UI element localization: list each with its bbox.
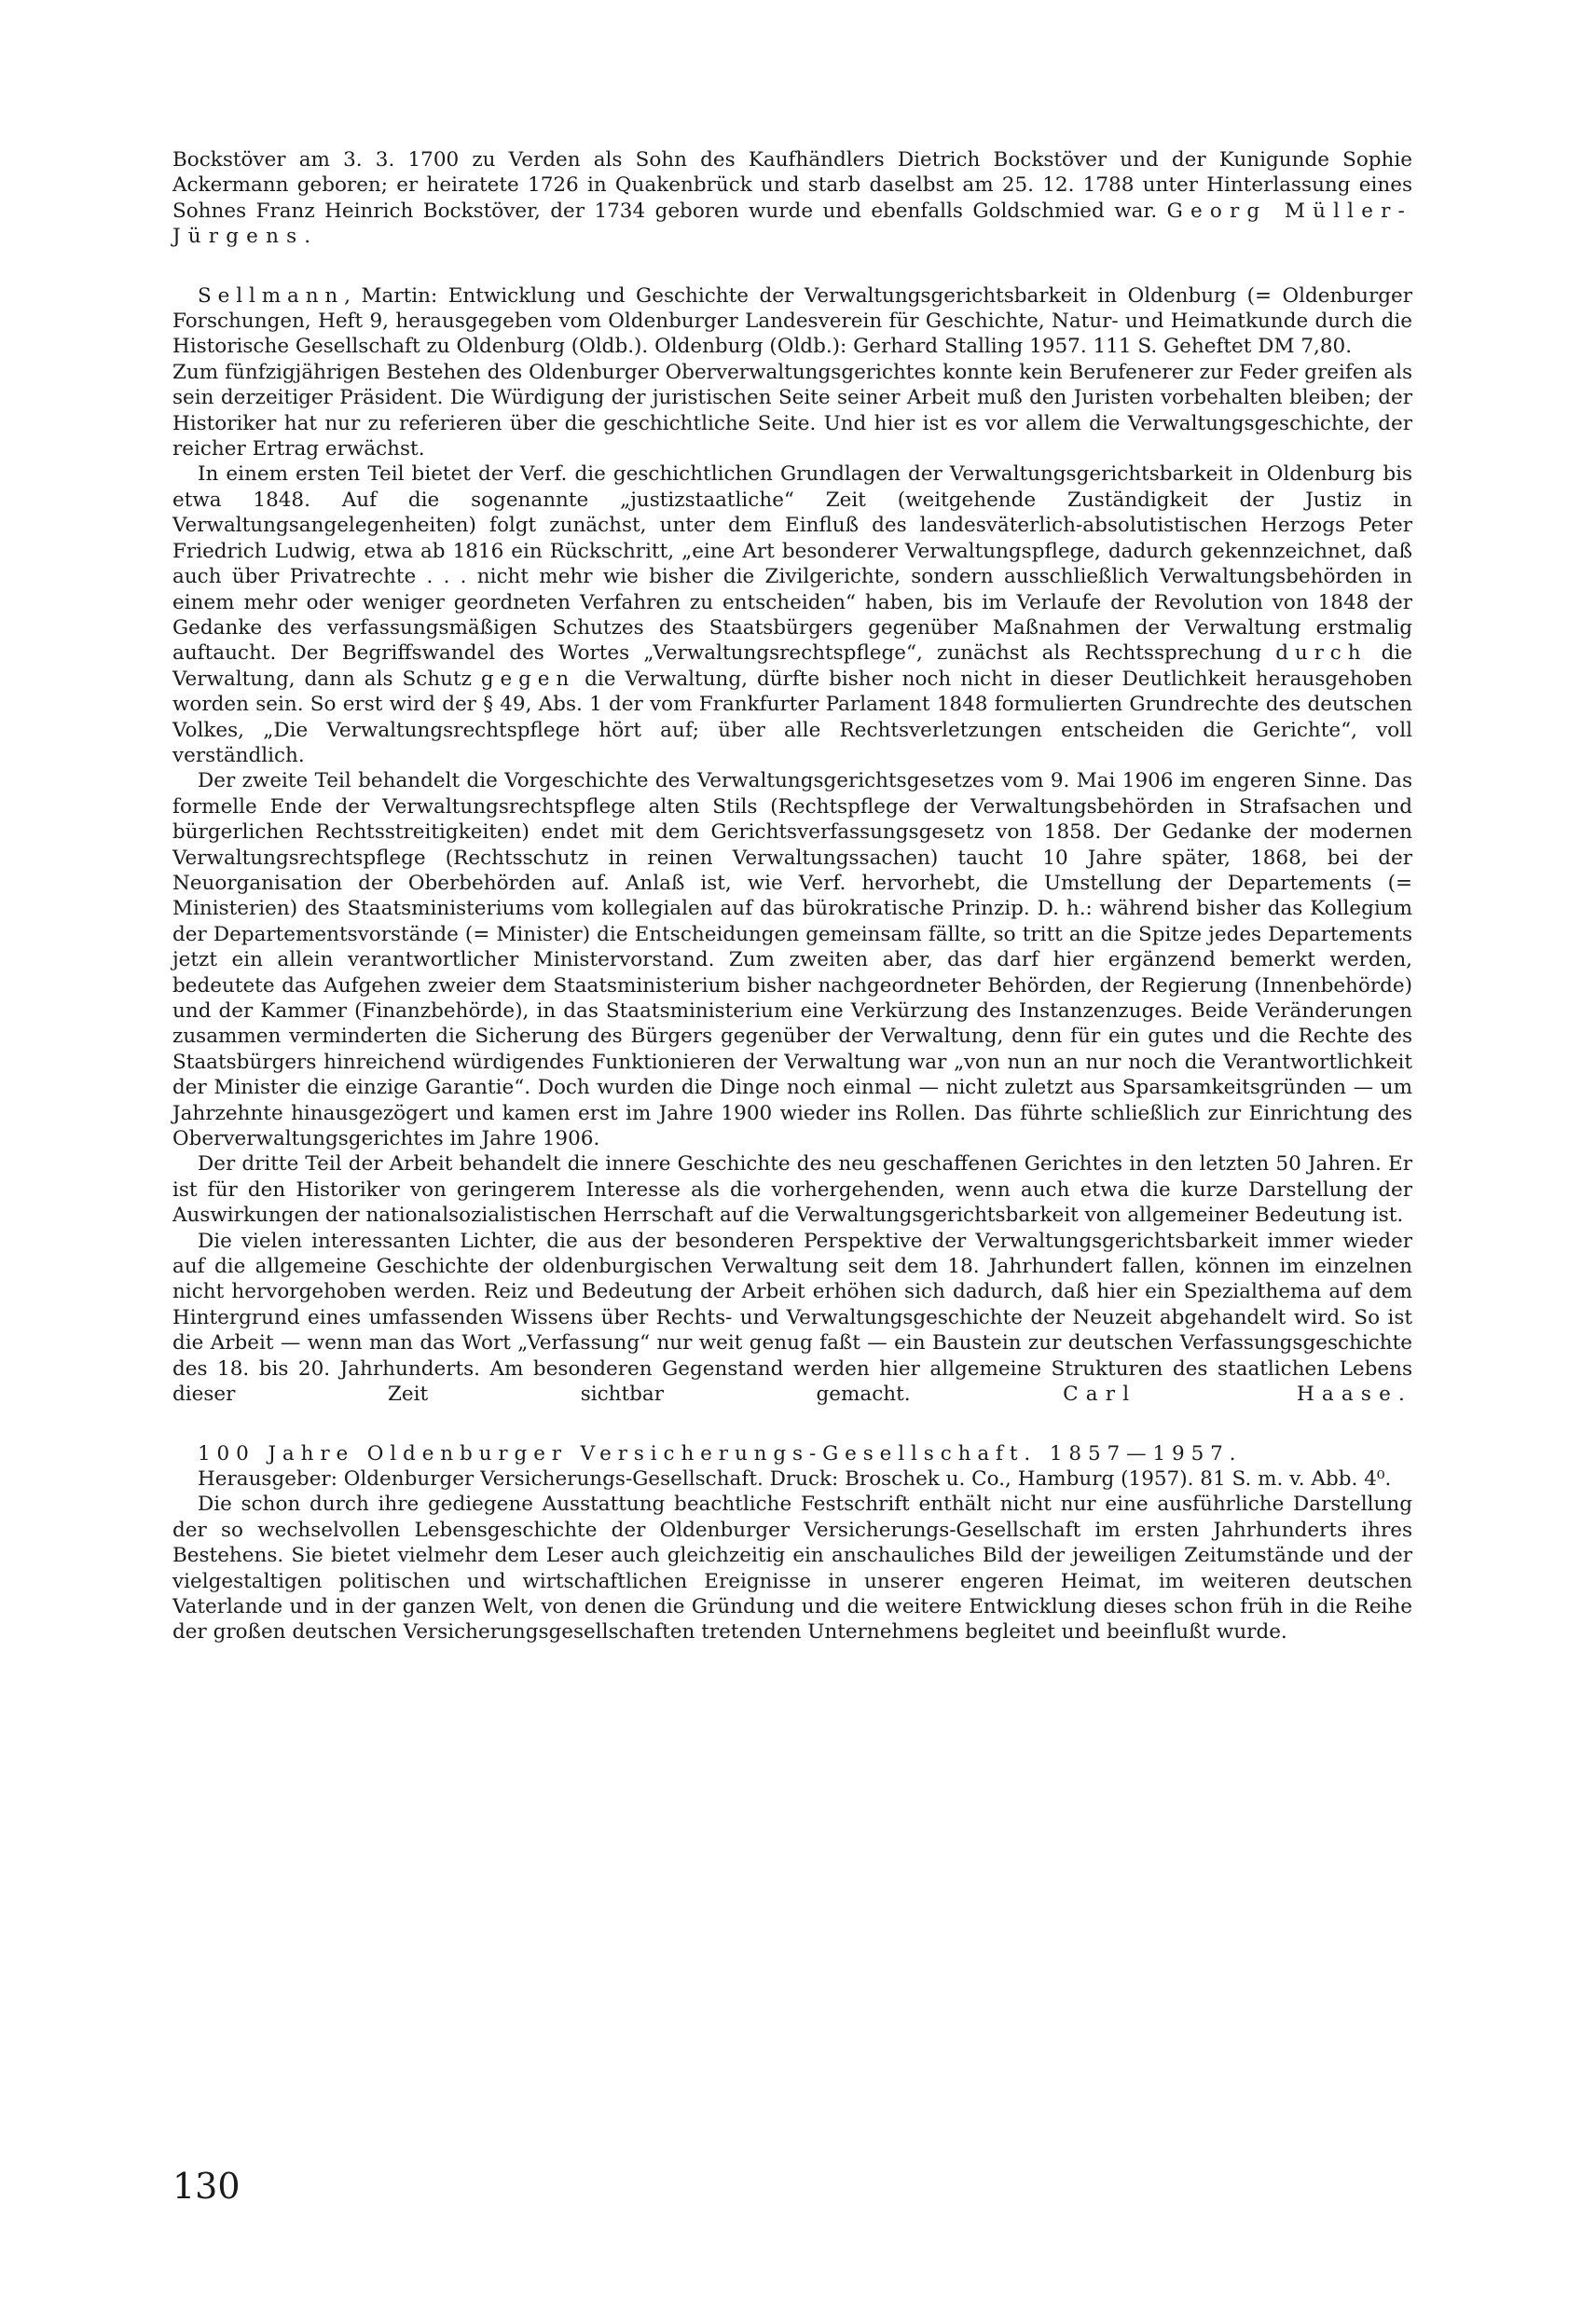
review1-citation-text: , Martin: Entwicklung und Geschichte der Verwaltungsgerichtsbarkeit in Oldenburg (= Oldenburger Forschungen, Heft 9, herausgegeben vom Oldenburger Landesverein für Geschichte, Natur- und Heimatkunde durch die Historische Gesellschaft zu Oldenburg (Oldb.). Oldenburg (Oldb.): Gerhard Stalling 1957. 111 S. Geheftet DM 7,80. bbox=[172, 283, 1412, 359]
review1-p2-part-a: In einem ersten Teil bietet der Verf. die geschichtlichen Grundlagen der Verwaltungsgerichtsbarkeit in Oldenburg bis etwa 1848. Auf die sogenannte „justizstaatliche“ Zeit (weitgehende Zuständigkeit der Justiz in Verwaltungsangelegenheiten) folgt zunächst, unter dem Einfluß des landesväterlich-absolutistischen Herzogs Peter Friedrich Ludwig, etwa ab 1816 ein Rückschritt, „eine Art besonderer Verwaltungspflege, dadurch gekennzeichnet, daß auch über Privatrechte . . . nicht mehr wie bisher die Zivilgerichte, sondern ausschließlich Verwaltungsbehörden in einem mehr oder weniger geordneten Verfahren zu entscheiden“ haben, bis im Verlaufe der Revolution von 1848 der Gedanke des verfassungsmäßigen Schutzes des Staatsbürgers gegenüber Maßnahmen der Verwaltung erstmalig auftaucht. Der Begriffswandel des Wortes „Verwaltungsrechtspflege“, zunächst als Rechtssprechung bbox=[172, 462, 1412, 666]
review1-paragraph: Zum fünfzigjährigen Bestehen des Oldenburger Oberverwaltungsgerichtes konnte kein Berufenerer zur Feder greifen als sein derzeitiger Präsident. Die Würdigung der juristischen Seite seiner Arbeit muß den Juristen vorbehalten bleiben; der Historiker hat nur zu referieren über die geschichtliche Seite. Und hier ist es vor allem die Verwaltungsgeschichte, der reicher Ertrag erwächst. bbox=[172, 360, 1412, 461]
review2-title: 100 Jahre Oldenburger Versicherungs-Gesellschaft. 1857—1957. bbox=[198, 1441, 1243, 1466]
review1-citation bbox=[172, 283, 1412, 360]
page-text bbox=[172, 147, 1412, 1645]
review1-paragraph: Der dritte Teil der Arbeit behandelt die innere Geschichte des neu geschaffenen Gerichtes in den letzten 50 Jahren. Er ist für den Historiker von geringerem Interesse als die vorhergehenden, wenn auch etwa die kurze Darstellung der Auswirkungen der nationalsozialistischen Herrschaft auf die Verwaltungsgerichtsbarkeit von allgemeiner Bedeutung ist. bbox=[172, 1152, 1412, 1228]
intro-paragraph bbox=[172, 147, 1412, 250]
review1-p2-part-c: die Verwaltung, dürfte bisher noch nicht in dieser Deutlichkeit herausgehoben worden sein. So erst wird der § 49, Abs. 1 der vom Frankfurter Parlament 1848 formulierten Grundrechte des deutschen Volkes, „Die Verwaltungsrechtspflege hört auf; über alle Rechtsverletzungen entscheiden die Gerichte“, voll verständlich. bbox=[172, 667, 1412, 767]
review1-paragraph: Der zweite Teil behandelt die Vorgeschichte des Verwaltungsgerichtsgesetzes vom 9. Mai 1906 im engeren Sinne. Das formelle Ende der Verwaltungsrechtspflege alten Stils (Rechtspflege der Verwaltungsbehörden in Strafsachen und bürgerlichen Rechtsstreitigkeiten) endet mit dem Gerichtsverfassungsgesetz von 1858. Der Gedanke der modernen Verwaltungsrechtspflege (Rechtsschutz in reinen Verwaltungssachen) taucht 10 Jahre später, 1868, bei der Neuorganisation der Oberbehörden auf. Anlaß ist, wie Verf. hervorhebt, die Umstellung der Departements (= Ministerien) des Staatsministeriums vom kollegialen auf das bürokratische Prinzip. D. h.: während bisher das Kollegium der Departementsvorstände (= Minister) die Entscheidungen gemeinsam fällte, so tritt an die Spitze jedes Departements jetzt ein allein verantwortlicher Ministervorstand. Zum zweiten aber, das darf hier ergänzend bemerkt werden, bedeutete das Aufgehen zweier dem Staatsministerium bisher nachgeordneter Behörden, der Regierung (Innenbehörde) und der Kammer (Finanzbehörde), in das Staatsministerium eine Verkürzung des Instanzenzuges. Beide Veränderungen zusammen verminderten die Sicherung des Bürgers gegenüber der Verwaltung, denn für ein gutes und die Rechte des Staatsbürgers hinreichend würdigendes Funktionieren der Verwaltung war „von nun an nur noch die Verantwortlichkeit der Minister die einzige Garantie“. Doch wurden die Dinge noch einmal — nicht zuletzt aus Sparsamkeitsgründen — um Jahrzehnte hinausgezögert und kamen erst im Jahre 1900 wieder ins Rollen. Das führte schließlich zur Einrichtung des Oberverwaltungsgerichtes im Jahre 1906. bbox=[172, 769, 1412, 1151]
page-number: 130 bbox=[172, 2166, 241, 2207]
review1-p2-part-b: die Verwaltung, dann als Schutz bbox=[172, 641, 1412, 691]
review1-author: Sellmann bbox=[198, 283, 345, 308]
review2-paragraph: Die schon durch ihre gediegene Ausstattung beachtliche Festschrift enthält nicht nur eine ausführliche Darstellung der so wechselvollen Lebensgeschichte der Oldenburger Versicherungs-Gesellschaft im ersten Jahrhunderts ihres Bestehens. Sie bietet vielmehr dem Leser auch gleichzeitig ein anschauliches Bild der jeweiligen Zeitumstände und der vielgestaltigen politischen und wirtschaftlichen Ereignisse in unserer engeren Heimat, im weiteren deutschen Vaterlande und in der ganzen Welt, von denen die Gründung und die weitere Entwicklung dieses schon früh in die Reihe der großen deutschen Versicherungsgesellschaften tretenden Unternehmens begleitet und beeinflußt wurde. bbox=[172, 1493, 1412, 1645]
review1-p2-gegen: gegen bbox=[480, 667, 576, 691]
intro-text: Bockstöver am 3. 3. 1700 zu Verden als Sohn des Kaufhändlers Dietrich Bockstöver und der Kunigunde Sophie Ackermann geboren; er heiratete 1726 in Quakenbrück und starb daselbst am 25. 12. 1788 unter Hinterlassung eines Sohnes Franz Heinrich Bockstöver, der 1734 geboren wurde und ebenfalls Goldschmied war. bbox=[172, 148, 1412, 223]
review1-signature: Carl Haase. bbox=[1063, 1383, 1412, 1407]
review2-citation: Herausgeber: Oldenburger Versicherungs-Gesellschaft. Druck: Broschek u. Co., Hamburg (1957). 81 S. m. v. Abb. 4⁰. bbox=[198, 1466, 1392, 1491]
review1-p5-text: Die vielen interessanten Lichter, die aus der besonderen Perspektive der Verwaltungsgerichtsbarkeit immer wieder auf die allgemeine Geschichte der oldenburgischen Verwaltung seit dem 18. Jahrhundert fallen, können im einzelnen nicht hervorgehoben werden. Reiz und Bedeutung der Arbeit erhöhen sich dadurch, daß hier ein Spezialthema auf dem Hintergrund eines umfassenden Wissens über Rechts- und Verwaltungsgeschichte der Neuzeit abgehandelt wird. So ist die Arbeit — wenn man das Wort „Verfassung“ nur weit genug faßt — ein Baustein zur deutschen Verfassungsgeschichte des 18. bis 20. Jahrhunderts. Am besonderen Gegenstand werden hier allgemeine Strukturen des staatlichen Lebens dieser Zeit sichtbar gemacht. bbox=[172, 1229, 1412, 1407]
intro-signature: Georg Müller-Jürgens. bbox=[172, 199, 1412, 249]
review2-heading bbox=[172, 1441, 1412, 1466]
review1-paragraph bbox=[172, 1229, 1412, 1408]
review1-paragraph bbox=[172, 461, 1412, 768]
review1-p2-durch: durch bbox=[1275, 641, 1368, 666]
